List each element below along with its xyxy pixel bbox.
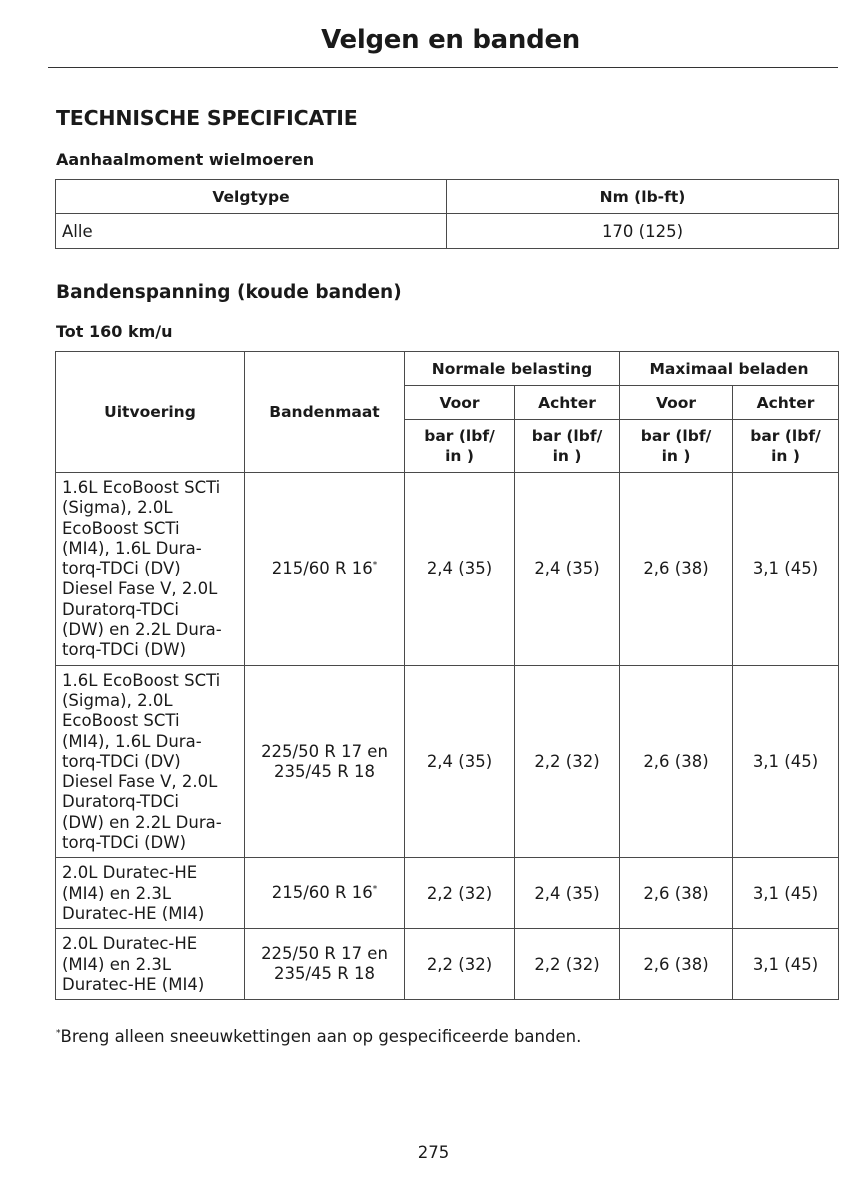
table-row xyxy=(56,858,839,929)
size-line: 225/50 R 17 en xyxy=(261,944,388,964)
model-line: 1.6L EcoBoost SCTi xyxy=(62,478,221,497)
cell-pressure: 3,1 (45) xyxy=(733,929,839,1000)
model-line: 2.0L Duratec-HE xyxy=(62,863,198,883)
section-title: TECHNISCHE SPECIFICATIE xyxy=(56,106,358,130)
torque-heading: Aanhaalmoment wielmoeren xyxy=(56,150,315,169)
model-line: (DW) en 2.2L Dura- xyxy=(62,620,222,640)
table-row xyxy=(56,473,839,666)
cell-pressure: 2,6 (38) xyxy=(620,665,733,858)
unit-line: bar (lbf/ xyxy=(424,427,495,445)
size-line: 215/60 R 16 xyxy=(271,883,373,903)
cell-bandenmaat xyxy=(245,929,405,1000)
cell-bandenmaat xyxy=(245,665,405,858)
size-line: 225/50 R 17 en xyxy=(261,741,388,761)
size-line: 215/60 R 16 xyxy=(271,558,373,578)
footnote-ref: * xyxy=(372,560,378,571)
col-voor: Voor xyxy=(620,386,733,420)
cell-pressure: 2,6 (38) xyxy=(620,473,733,666)
unit-line: bar (lbf/ xyxy=(531,427,603,445)
model-line: EcoBoost SCTi xyxy=(62,518,180,538)
pressure-subheading: Tot 160 km/u xyxy=(56,322,173,341)
cell-pressure: 2,2 (32) xyxy=(405,858,515,929)
cell-pressure: 2,4 (35) xyxy=(405,665,515,858)
unit-line: in ) xyxy=(552,447,582,465)
cell-uitvoering xyxy=(56,858,245,929)
torque-cell: 170 (125) xyxy=(447,214,839,249)
col-achter: Achter xyxy=(515,386,620,420)
torque-cell: Alle xyxy=(56,214,447,249)
model-line: Duratec-HE (MI4) xyxy=(62,903,205,923)
unit-line: bar (lbf/ xyxy=(750,427,821,445)
torque-table xyxy=(55,179,839,249)
model-line: EcoBoost SCTi xyxy=(62,711,180,731)
unit-line: in ) xyxy=(661,447,691,465)
model-line: torq-TDCi (DW) xyxy=(62,833,186,853)
cell-uitvoering xyxy=(56,473,245,666)
table-row xyxy=(56,665,839,858)
col-normale-belasting: Normale belasting xyxy=(405,352,620,386)
cell-bandenmaat xyxy=(245,473,405,666)
unit-header xyxy=(405,420,515,473)
unit-line: in ) xyxy=(445,447,474,465)
col-maximaal-beladen: Maximaal beladen xyxy=(620,352,839,386)
page-number: 275 xyxy=(417,1143,450,1162)
size-line: 235/45 R 18 xyxy=(274,761,375,781)
model-line: torq-TDCi (DV) xyxy=(62,559,181,579)
unit-header xyxy=(515,420,620,473)
cell-pressure: 2,6 (38) xyxy=(620,858,733,929)
footnote-mark: * xyxy=(56,1028,61,1039)
col-uitvoering: Uitvoering xyxy=(56,352,245,473)
model-line: (Sigma), 2.0L xyxy=(62,498,173,518)
cell-pressure: 2,6 (38) xyxy=(620,929,733,1000)
footnote xyxy=(56,1027,581,1046)
cell-uitvoering xyxy=(56,929,245,1000)
torque-col-nm: Nm (lb-ft) xyxy=(447,180,839,214)
col-achter: Achter xyxy=(733,386,839,420)
model-line: (MI4), 1.6L Dura- xyxy=(62,538,202,558)
cell-pressure: 3,1 (45) xyxy=(733,665,839,858)
unit-header xyxy=(733,420,839,473)
torque-col-velgtype: Velgtype xyxy=(56,180,447,214)
cell-pressure: 3,1 (45) xyxy=(733,473,839,666)
page-title: Velgen en banden xyxy=(321,25,580,55)
cell-pressure: 2,2 (32) xyxy=(515,929,620,1000)
model-line: torq-TDCi (DW) xyxy=(62,640,186,660)
pressure-table xyxy=(55,351,839,1000)
table-row xyxy=(56,214,839,249)
model-line: Duratorq-TDCi xyxy=(62,792,179,812)
footnote-text: Breng alleen sneeuwkettingen aan op gespecificeerde banden. xyxy=(60,1027,582,1046)
page-header xyxy=(48,20,838,68)
cell-pressure: 2,2 (32) xyxy=(515,665,620,858)
model-line: Diesel Fase V, 2.0L xyxy=(62,772,218,792)
unit-line: bar (lbf/ xyxy=(640,427,712,445)
cell-pressure: 2,4 (35) xyxy=(405,473,515,666)
cell-uitvoering xyxy=(56,665,245,858)
table-row xyxy=(56,929,839,1000)
unit-line: in ) xyxy=(771,447,800,465)
model-line: (MI4), 1.6L Dura- xyxy=(62,731,202,751)
model-line: 2.0L Duratec-HE xyxy=(62,934,198,954)
cell-bandenmaat xyxy=(245,858,405,929)
model-line: Duratec-HE (MI4) xyxy=(62,974,205,994)
cell-pressure: 2,2 (32) xyxy=(405,929,515,1000)
size-line: 235/45 R 18 xyxy=(274,964,375,984)
model-line: torq-TDCi (DV) xyxy=(62,751,181,771)
cell-pressure: 2,4 (35) xyxy=(515,473,620,666)
cell-pressure: 3,1 (45) xyxy=(733,858,839,929)
model-line: (MI4) en 2.3L xyxy=(62,954,172,974)
footnote-ref: * xyxy=(372,884,378,895)
model-line: (MI4) en 2.3L xyxy=(62,883,172,903)
model-line: (DW) en 2.2L Dura- xyxy=(62,812,222,832)
cell-pressure: 2,4 (35) xyxy=(515,858,620,929)
col-voor: Voor xyxy=(405,386,515,420)
col-bandenmaat: Bandenmaat xyxy=(245,352,405,473)
model-line: 1.6L EcoBoost SCTi xyxy=(62,670,221,690)
model-line: Diesel Fase V, 2.0L xyxy=(62,579,218,599)
unit-header xyxy=(620,420,733,473)
model-line: Duratorq-TDCi xyxy=(62,599,179,619)
pressure-heading: Bandenspanning (koude banden) xyxy=(56,282,402,303)
model-line: (Sigma), 2.0L xyxy=(62,690,173,710)
